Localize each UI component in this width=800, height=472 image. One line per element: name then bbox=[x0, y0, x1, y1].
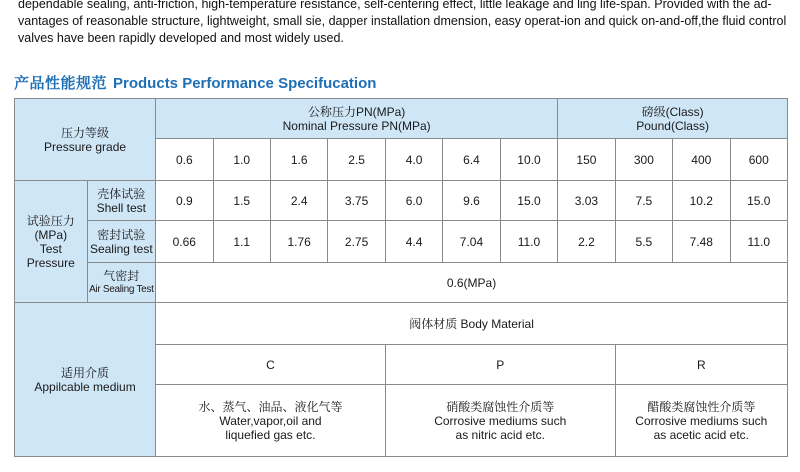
table-cell: 7.5 bbox=[615, 181, 672, 221]
test-pressure-en-2: Pressure bbox=[26, 255, 75, 270]
material-medium-en-2: liquefied gas etc. bbox=[225, 427, 316, 442]
material-medium-c bbox=[156, 385, 386, 457]
class-value: 400 bbox=[673, 139, 730, 181]
test-pressure-header bbox=[15, 181, 88, 303]
material-medium-en-1: Corrosive mediums such bbox=[635, 413, 768, 428]
sealing-test-row bbox=[15, 221, 788, 263]
pressure-grade-en: Pressure grade bbox=[44, 139, 127, 154]
table-cell: 7.04 bbox=[443, 221, 500, 263]
sealing-test-label bbox=[87, 221, 156, 263]
shell-test-cn: 壳体试验 bbox=[97, 186, 146, 201]
pn-value: 10.0 bbox=[500, 139, 558, 181]
pressure-grade-cn: 压力等级 bbox=[61, 125, 110, 140]
table-cell: 3.75 bbox=[328, 181, 385, 221]
table-cell: 2.75 bbox=[328, 221, 385, 263]
medium-en: Appilcable medium bbox=[34, 379, 136, 394]
sealing-test-cn: 密封试验 bbox=[97, 227, 146, 242]
table-cell: 1.5 bbox=[213, 181, 270, 221]
class-value: 300 bbox=[615, 139, 672, 181]
table-cell: 11.0 bbox=[500, 221, 558, 263]
pn-value: 6.4 bbox=[443, 139, 500, 181]
material-medium-cn: 硝酸类腐蚀性介质等 bbox=[446, 399, 555, 414]
table-cell: 4.4 bbox=[385, 221, 442, 263]
table-cell: 3.03 bbox=[558, 181, 615, 221]
material-medium-en-1: Water,vapor,oil and bbox=[219, 413, 322, 428]
table-cell: 15.0 bbox=[500, 181, 558, 221]
performance-spec-table bbox=[14, 98, 788, 457]
table-cell: 2.2 bbox=[558, 221, 615, 263]
table-cell: 11.0 bbox=[730, 221, 787, 263]
table-cell: 6.0 bbox=[385, 181, 442, 221]
intro-line-3: valves have been rapidly developed and most widely used. bbox=[18, 31, 344, 45]
air-sealing-row bbox=[15, 263, 788, 303]
table-cell: 1.76 bbox=[270, 221, 327, 263]
test-pressure-unit: (MPa) bbox=[34, 227, 68, 242]
medium-cn: 适用介质 bbox=[61, 365, 110, 380]
intro-paragraph bbox=[18, 0, 788, 47]
table-cell: 0.66 bbox=[156, 221, 213, 263]
material-medium-en-2: as nitric acid etc. bbox=[455, 427, 545, 442]
material-medium-r bbox=[615, 385, 787, 457]
class-value: 600 bbox=[730, 139, 787, 181]
table-cell: 5.5 bbox=[615, 221, 672, 263]
material-medium-cn: 醋酸类腐蚀性介质等 bbox=[647, 399, 756, 414]
section-heading bbox=[14, 72, 376, 93]
intro-line-1: dependable sealing, anti-friction, high-temperature resistance, self-centering effect, little leakage and ling life-span. Provided with the ad- bbox=[18, 0, 772, 11]
material-medium-cn: 水、蒸气、油品、液化气等 bbox=[198, 399, 343, 414]
shell-test-label bbox=[87, 181, 156, 221]
material-code-p: P bbox=[385, 345, 615, 385]
pound-class-cn: 磅级(Class) bbox=[641, 104, 704, 119]
table-cell: 9.6 bbox=[443, 181, 500, 221]
table-cell: 0.9 bbox=[156, 181, 213, 221]
material-code-r: R bbox=[615, 345, 787, 385]
air-sealing-en: Air Sealing Test bbox=[89, 283, 154, 295]
air-sealing-label bbox=[87, 263, 156, 303]
pound-class-header bbox=[558, 99, 788, 139]
header-row-1 bbox=[15, 99, 788, 139]
table-cell: 10.2 bbox=[673, 181, 730, 221]
table-cell: 7.48 bbox=[673, 221, 730, 263]
air-sealing-value: 0.6(MPa) bbox=[156, 263, 788, 303]
class-value: 150 bbox=[558, 139, 615, 181]
section-heading-en: Products Performance Specifucation bbox=[113, 75, 377, 92]
test-pressure-en-1: Test bbox=[39, 241, 62, 256]
table-cell: 1.1 bbox=[213, 221, 270, 263]
pressure-grade-header bbox=[15, 99, 156, 181]
material-medium-en-2: as acetic acid etc. bbox=[653, 427, 750, 442]
material-medium-en-1: Corrosive mediums such bbox=[434, 413, 567, 428]
pn-value: 1.0 bbox=[213, 139, 270, 181]
medium-header bbox=[15, 303, 156, 457]
material-code-c: C bbox=[156, 345, 386, 385]
section-heading-cn: 产品性能规范 bbox=[14, 75, 108, 92]
shell-test-row bbox=[15, 181, 788, 221]
table-cell: 2.4 bbox=[270, 181, 327, 221]
pn-value: 4.0 bbox=[385, 139, 442, 181]
pn-value: 2.5 bbox=[328, 139, 385, 181]
nominal-pressure-en: Nominal Pressure PN(MPa) bbox=[282, 118, 431, 133]
sealing-test-en: Sealing test bbox=[89, 241, 153, 256]
air-sealing-cn: 气密封 bbox=[103, 268, 140, 283]
pn-value: 0.6 bbox=[156, 139, 213, 181]
pound-class-en: Pound(Class) bbox=[636, 118, 709, 133]
shell-test-en: Shell test bbox=[96, 200, 146, 215]
nominal-pressure-cn: 公称压力PN(MPa) bbox=[307, 104, 406, 119]
intro-line-2: vantages of reasonable structure, lightweight, small sie, dapper installation dmension, easy operat-ion and quick on-and-off,the fluid control bbox=[18, 14, 787, 28]
nominal-pressure-header bbox=[156, 99, 558, 139]
material-medium-p bbox=[385, 385, 615, 457]
pn-value: 1.6 bbox=[270, 139, 327, 181]
table-cell: 15.0 bbox=[730, 181, 787, 221]
body-material-row bbox=[15, 303, 788, 345]
body-material-header: 阀体材质 Body Material bbox=[156, 303, 788, 345]
test-pressure-cn: 试验压力 bbox=[26, 213, 75, 228]
